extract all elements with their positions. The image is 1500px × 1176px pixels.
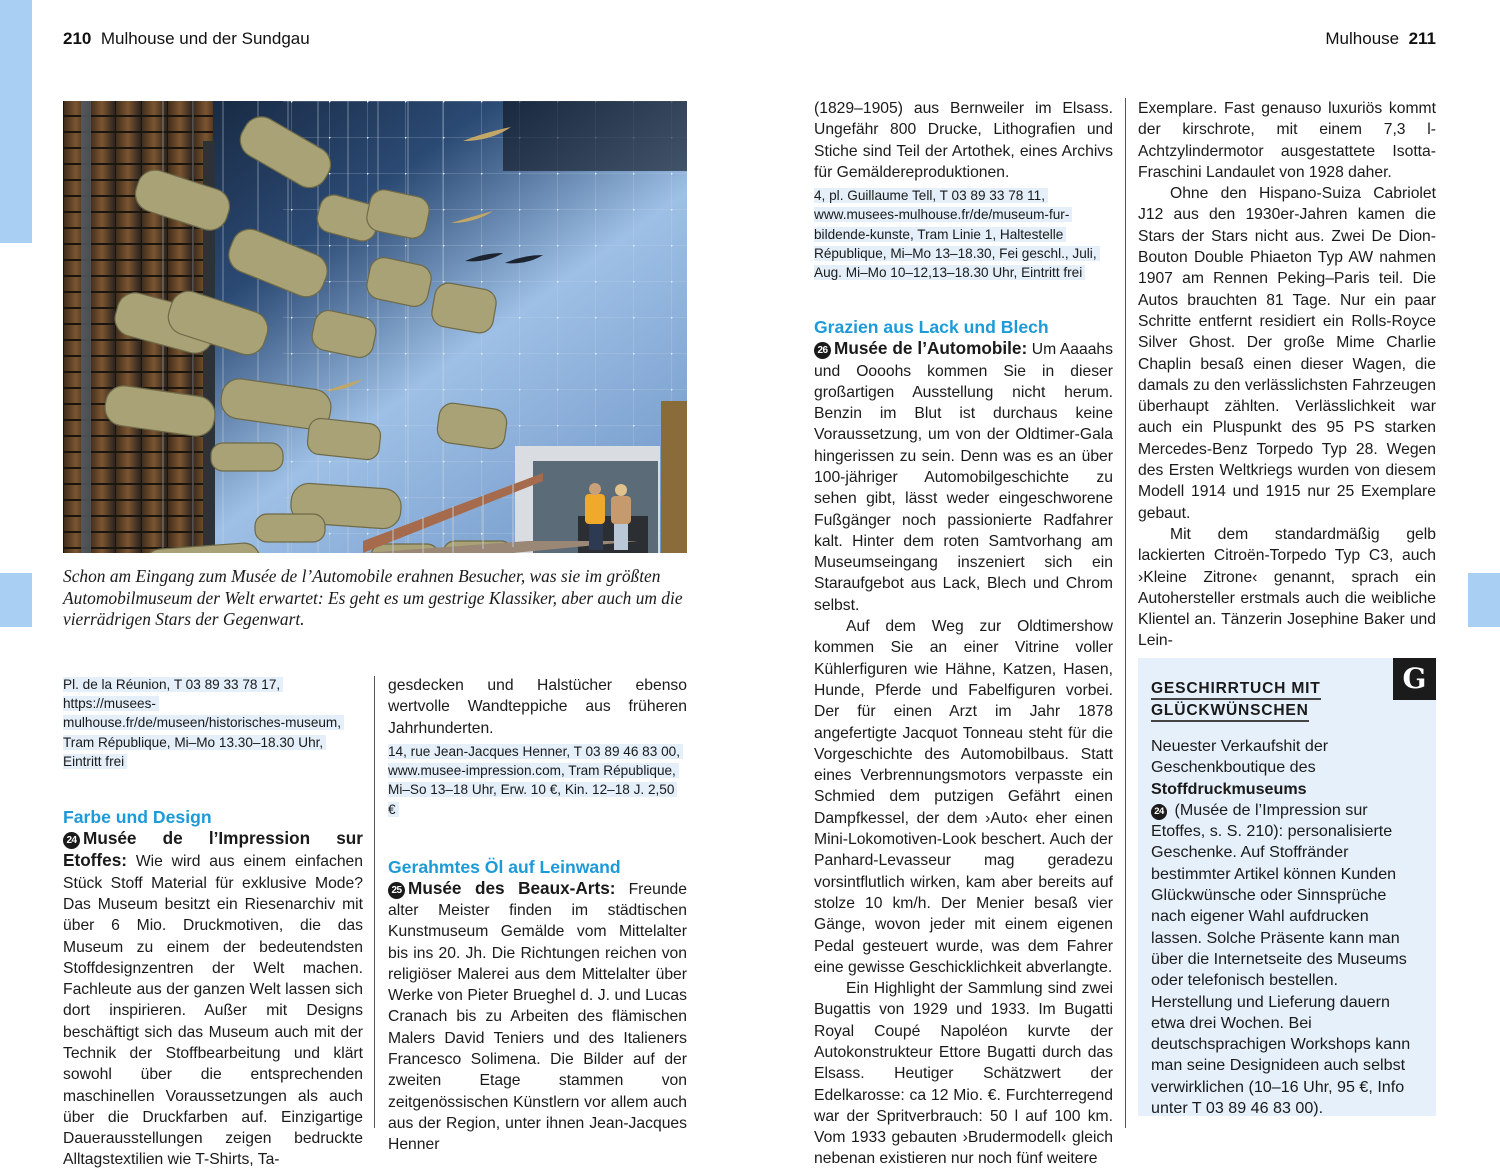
museum-entry [814,338,1113,616]
text-column-1 [63,675,363,1171]
body-text: Wie wird aus einem einfachen Stück Stoff Material für exklusive Mode? Das Museum besitzt ein Riesenarchiv mit über 6 Mio. Druckmotiven, die das Museum zu einem der bedeutendsten Stoffdesignzentren der Welt machen. Fachleute aus der ganzen Welt lassen sich dort inspirieren. Außer mit Designs beschäftigt sich das Museum auch mit der Technik der Stoffbearbeitung und klärt sowohl über die entsprechenden maschinellen Voraussetzungen als auch über die Druckfarben auf. Einzigartige Dauerausstellungen zeigen bedruckte Alltagstextilien wie T-Shirts, Ta- [63,853,363,1169]
map-marker-number-badge: 24 [1151,804,1167,820]
chapter-thumb-tab [1468,573,1500,627]
photo-illustration [63,101,687,553]
museum-entry [388,878,687,1156]
museum-entrance-photo [63,101,687,553]
map-marker-number-badge: 25 [388,882,405,899]
body-paragraph: Ein Highlight der Sammlung sind zwei Bugattis von 1929 und 1933. Im Bugatti Royal Coupé Napoléon kurvte der Autokonstrukteur Ettore Bugatti durch das Elsass. Heutiger Schätzwert der Edelkarosse: ca 12 Mio. €. Furchterregend war der Spritverbrauch: 50 l auf 100 km. Vom 1933 gebauten ›Brudermodell‹ gleich nebenan existieren nur noch fünf weitere [814,980,1113,1168]
chapter-title: Mulhouse und der Sundgau [100,29,310,48]
map-marker-number-badge: 24 [63,832,80,849]
museum-name: Musée de l’Impression sur Etoffes: [63,828,363,871]
chapter-thumb-tab [0,573,32,627]
tip-box-title: GESCHIRRTUCH MIT GLÜCKWÜNSCHEN [1151,678,1351,722]
body-text: gesdecken und Halstücher ebenso wertvolle Wandteppiche aus früheren Jahrhunderten. [388,677,687,737]
gift-tip-badge-icon: G [1393,658,1436,700]
running-head-right [1325,28,1436,50]
text-column-2 [388,675,687,1156]
practical-info-block: 4, pl. Guillaume Tell, T 03 89 33 78 11, www.musees-mulhouse.fr/de/museum-fur-bildende-kunste, Tram Linie 1, Haltestelle République, Mi–Mo 13–18.30, Fei geschl., Juli, Aug. Mi–Mo 10–12,13–18.30 Uhr, Eintritt frei [814,186,1113,282]
body-paragraph: Mit dem standardmäßig gelb lackierten Citroën-Torpedo Typ C3, auch ›Kleine Zitrone‹ genannt, sprach ein Autohersteller erstmals auch die weibliche Klientel an. Tänzerin Josephine Baker und Lein- [1138,525,1436,650]
practical-info-block: 14, rue Jean-Jacques Henner, T 03 89 46 83 00, www.musee-impression.com, Tram République, Mi–So 13–18 Uhr, Erw. 10 €, Kin. 12–18 J. 2,50 € [388,742,687,819]
museum-name: Musée des Beaux-Arts: [408,877,616,898]
museum-entry [63,828,363,1171]
body-paragraph: Auf dem Weg zur Oldtimershow kommen Sie an einer Vitrine voller Kühlerfiguren wie Hähne, Katzen, Hasen, Hunde, Pferde und Fabelfiguren vorbei. Der für einen Arzt im Jahr 1878 angefertigte Jacquot Tonneau steht für die Vorgeschichte des Automobilbaus. Statt eines Verbrennungsmotors verpasste ein Schmied dem putzigen Gefährt einen Dampfkessel, der dem ›Auto‹ eher einen Mini-Lokomotiven-Look beschert. Auch der Panhard-Levasseur mag geradezu vorsintflutlich wirken, kam aber bereits auf stolze 10 km/h. Der Menier besaß vier Gänge, wovon jeder mit einem eigenen Pedal gesteuert wurde, was dem Fahrer eine gewisse Geschicklichkeit abverlangte. [814,618,1113,976]
body-text: (1829–1905) aus Bernweiler im Elsass. Ungefähr 800 Drucke, Lithografien und Stiche sind Teil der Artothek, eines Archivs für Gemäldereproduktionen. [814,100,1113,181]
running-head-left [63,28,310,50]
chapter-thumb-tab [0,0,32,243]
museum-reference: Stoffdruckmuseums [1151,779,1307,798]
photo-caption: Schon am Eingang zum Musée de l’Automobile erahnen Besucher, was sie im größten Automobilmuseum der Welt erwartet: Es geht es um gestrige Klassiker, aber auch um die vierrädrigen Stars der Gegenwart. [63,566,683,629]
practical-info-block: Pl. de la Réunion, T 03 89 33 78 17, https://musees-mulhouse.fr/de/museen/historisches-museum, Tram République, Mi–Mo 13.30–18.30 Uhr, Eintritt frei [63,675,363,771]
body-text: Um Aaaahs und Oooohs kommen Sie in dieser großartigen Ausstellung nicht herum. Benzin im Blut ist durchaus keine Voraussetzung, um von der Oldtimer-Gala hingerissen zu sein. Denn was es an über 100-jähriger Automobilgeschichte zu sehen gibt, lässt weder eingeschworene Fußgänger noch passionierte Radfahrer kalt. Hinter dem roten Samtvorhang am Museumseingang inszeniert sich ein Staraufgebot aus Lack, Blech und Chrom selbst. [814,341,1113,614]
tip-box-body: Neuester Verkaufshit der Geschenkboutique des Stoffdruckmuseums 24 (Musée de l’Impression sur Etoffes, s. S. 210): personalisierte Geschenke. Auf Stoffränder bestimmter Artikel können Kunden Glückwünsche oder Sinnsprüche nach eigener Wahl aufdrucken lassen. Solche Präsente kann man über die Internetseite des Museums oder telefonisch bestellen. Herstellung und Lieferung dauern etwa drei Wochen. Bei deutschsprachigen Workshops kann man seine Designideen auch selbst verwirklichen (10–16 Uhr, 95 €, Info unter T 03 89 46 83 00). [1151,737,1411,1118]
body-text: Freunde alter Meister finden im städtischen Kunstmuseum Gemälde vom Mittelalter bis ins 20. Jh. Die Richtungen reichen von religiöser Malerei aus dem Mittelalter über Werke von Pieter Brueghel d. J. und Lucas Cranach bis zu Arbeiten des flämischen Malers David Teniers und des Italieners Francesco Solimena. Die Bilder auf der zweiten Etage stammen von zeitgenössischen Künstlern vor allem auch aus der Region, unter ihnen Jean-Jacques Henner [388,880,687,1154]
page-number: 210 [63,29,92,48]
column-divider [1125,98,1126,1128]
tip-box [1138,658,1436,1116]
section-heading: Farbe und Design [63,807,212,828]
body-paragraph: Ohne den Hispano-Suiza Cabriolet J12 aus den 1930er-Jahren kamen die Stars der Stars nicht aus. Zwei De Dion-Bouton Double Phiaeton Typ AW nahmen 1907 am Rennen Peking–Paris teil. Die Autos brauchten 81 Tage. Nur ein paar Schritte entfernt residiert ein Rolls-Royce Silver Ghost. Der große Mime Charlie Chaplin besaß einen dieser Wagen, die damals zu den verlässlichsten Fahrzeugen überhaupt zählten. Verlässlichkeit war auch ein Pluspunkt des 95 PS starken Mercedes-Benz Torpedo Typ 28. Wegen des Ersten Weltkriegs wurden von diesem Modell 1914 und 1915 nur 25 Exemplare gebaut. [1138,185,1436,522]
section-title: Mulhouse [1325,29,1400,48]
section-heading: Gerahmtes Öl auf Leinwand [388,856,621,877]
column-divider [374,676,375,1128]
text-column-4 [1138,98,1436,652]
museum-name: Musée de l’Automobile: [834,338,1028,359]
text-column-3 [814,98,1113,1170]
map-marker-number-badge: 26 [814,342,831,359]
section-heading: Grazien aus Lack und Blech [814,317,1049,338]
body-text: Exemplare. Fast genauso luxuriös kommt der kirschrote, mit einem 7,3 l-Achtzylindermotor ausgestattete Isotta-Fraschini Landaulet von 1928 daher. [1138,100,1436,181]
page-number: 211 [1408,29,1436,48]
